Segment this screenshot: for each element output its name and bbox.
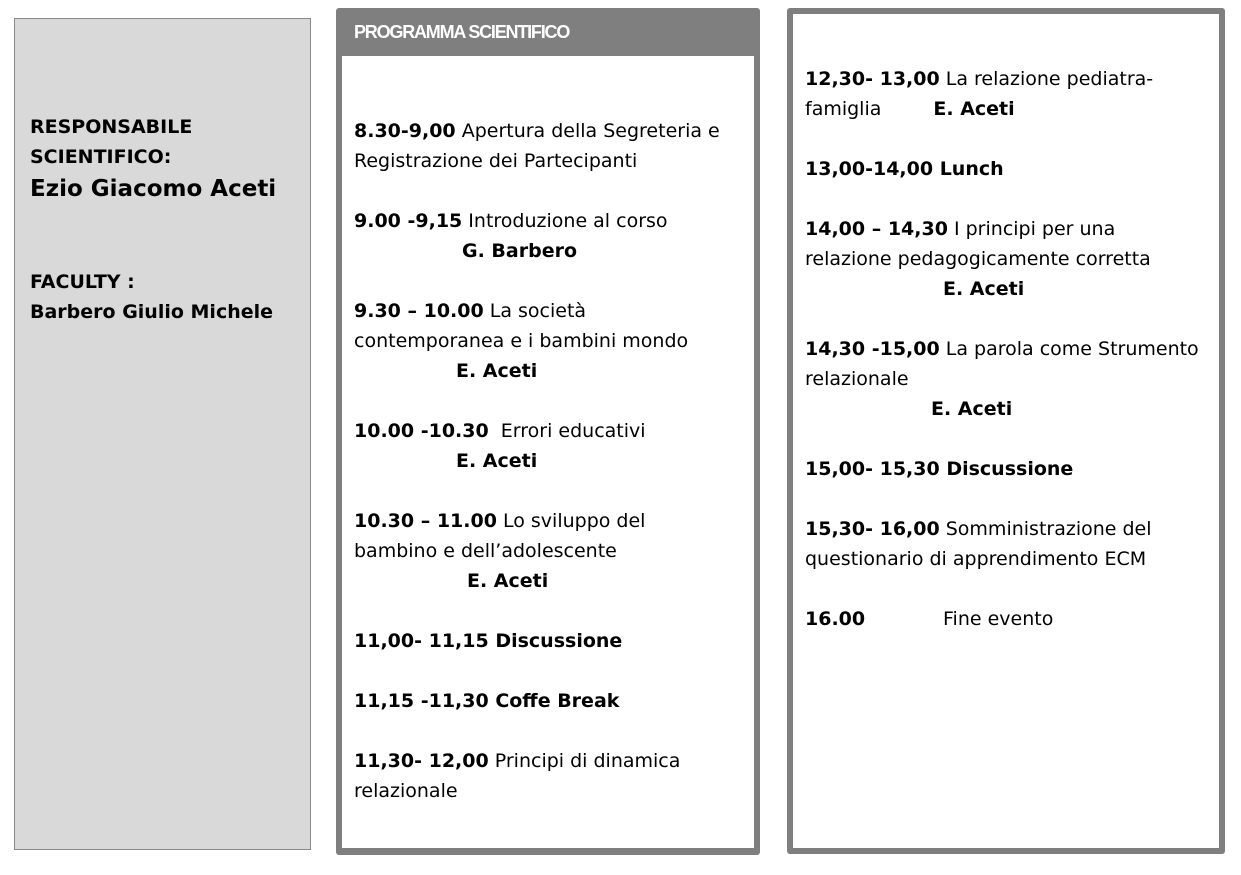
entry-title: Introduzione al corso xyxy=(462,210,668,232)
entry-title: La parola come Strumento xyxy=(939,338,1199,360)
entry-speaker: E. Aceti xyxy=(467,570,549,592)
program-entry xyxy=(805,604,1053,634)
responsabile-name: Ezio Giacomo Aceti xyxy=(30,176,277,202)
program-entry xyxy=(805,334,1199,424)
entry-time: 15,30- 16,00 xyxy=(805,518,940,540)
entry-title: Errori educativi xyxy=(488,420,646,442)
entry-title-cont: contemporanea e i bambini mondo xyxy=(354,330,689,352)
entry-title-cont: relazionale xyxy=(354,780,458,802)
entry-title: Principi di dinamica xyxy=(488,750,681,772)
entry-time: 11,15 -11,30 Coffe Break xyxy=(354,690,620,712)
program-column-1 xyxy=(342,56,754,848)
entry-time: 10.30 – 11.00 xyxy=(354,510,497,532)
entry-title: Fine evento xyxy=(943,608,1054,630)
entry-speaker: E. Aceti xyxy=(933,98,1015,120)
entry-title: Apertura della Segreteria e xyxy=(455,120,720,142)
program-entry xyxy=(354,416,646,476)
program-entry xyxy=(354,626,622,656)
program-panel-1 xyxy=(336,8,760,855)
faculty-name: Barbero Giulio Michele xyxy=(30,301,274,323)
program-entry xyxy=(805,64,1153,124)
entry-title-cont: famiglia xyxy=(805,98,882,120)
entry-time: 10.00 -10.30 xyxy=(354,420,489,442)
entry-title-cont: relazionale xyxy=(805,368,909,390)
entry-time: 13,00-14,00 Lunch xyxy=(805,158,1004,180)
program-entry xyxy=(354,686,619,716)
entry-title-cont: questionario di apprendimento ECM xyxy=(805,548,1147,570)
entry-speaker: G. Barbero xyxy=(462,240,578,262)
program-entry xyxy=(805,154,1004,184)
program-entry xyxy=(354,206,668,266)
program-panel-2 xyxy=(787,8,1225,854)
entry-title: I principi per una xyxy=(947,218,1116,240)
entry-speaker: E. Aceti xyxy=(943,278,1025,300)
left-info-panel xyxy=(14,18,311,850)
program-entry xyxy=(354,296,688,386)
entry-title-cont: relazione pedagogicamente corretta xyxy=(805,248,1151,270)
entry-time: 8.30-9,00 xyxy=(354,120,456,142)
program-entry xyxy=(805,514,1152,574)
entry-time: 12,30- 13,00 xyxy=(805,68,940,90)
program-column-2 xyxy=(793,14,1219,848)
entry-title: La società xyxy=(483,300,587,322)
entry-title: La relazione pediatra- xyxy=(939,68,1154,90)
program-entry xyxy=(354,746,680,806)
entry-time: 11,30- 12,00 xyxy=(354,750,489,772)
program-entry xyxy=(805,454,1073,484)
entry-title: Lo sviluppo del xyxy=(496,510,646,532)
entry-time: 15,00- 15,30 Discussione xyxy=(805,458,1074,480)
program-header: PROGRAMMA SCIENTIFICO xyxy=(354,22,570,42)
entry-time: 9.30 – 10.00 xyxy=(354,300,484,322)
entry-title: Somministrazione del xyxy=(939,518,1152,540)
entry-time: 14,30 -15,00 xyxy=(805,338,940,360)
entry-title-cont: Registrazione dei Partecipanti xyxy=(354,150,638,172)
responsabile-label: RESPONSABILE SCIENTIFICO: xyxy=(30,116,193,168)
faculty-label: FACULTY : xyxy=(30,271,135,293)
entry-title-cont: bambino e dell’adolescente xyxy=(354,540,617,562)
program-entry xyxy=(354,116,720,176)
entry-time: 16.00 xyxy=(805,608,866,630)
entry-speaker: E. Aceti xyxy=(931,398,1013,420)
entry-time: 9.00 -9,15 xyxy=(354,210,463,232)
entry-speaker: E. Aceti xyxy=(456,360,538,382)
entry-speaker: E. Aceti xyxy=(456,450,538,472)
program-entry xyxy=(354,506,645,596)
entry-time: 11,00- 11,15 Discussione xyxy=(354,630,623,652)
entry-time: 14,00 – 14,30 xyxy=(805,218,948,240)
program-entry xyxy=(805,214,1151,304)
